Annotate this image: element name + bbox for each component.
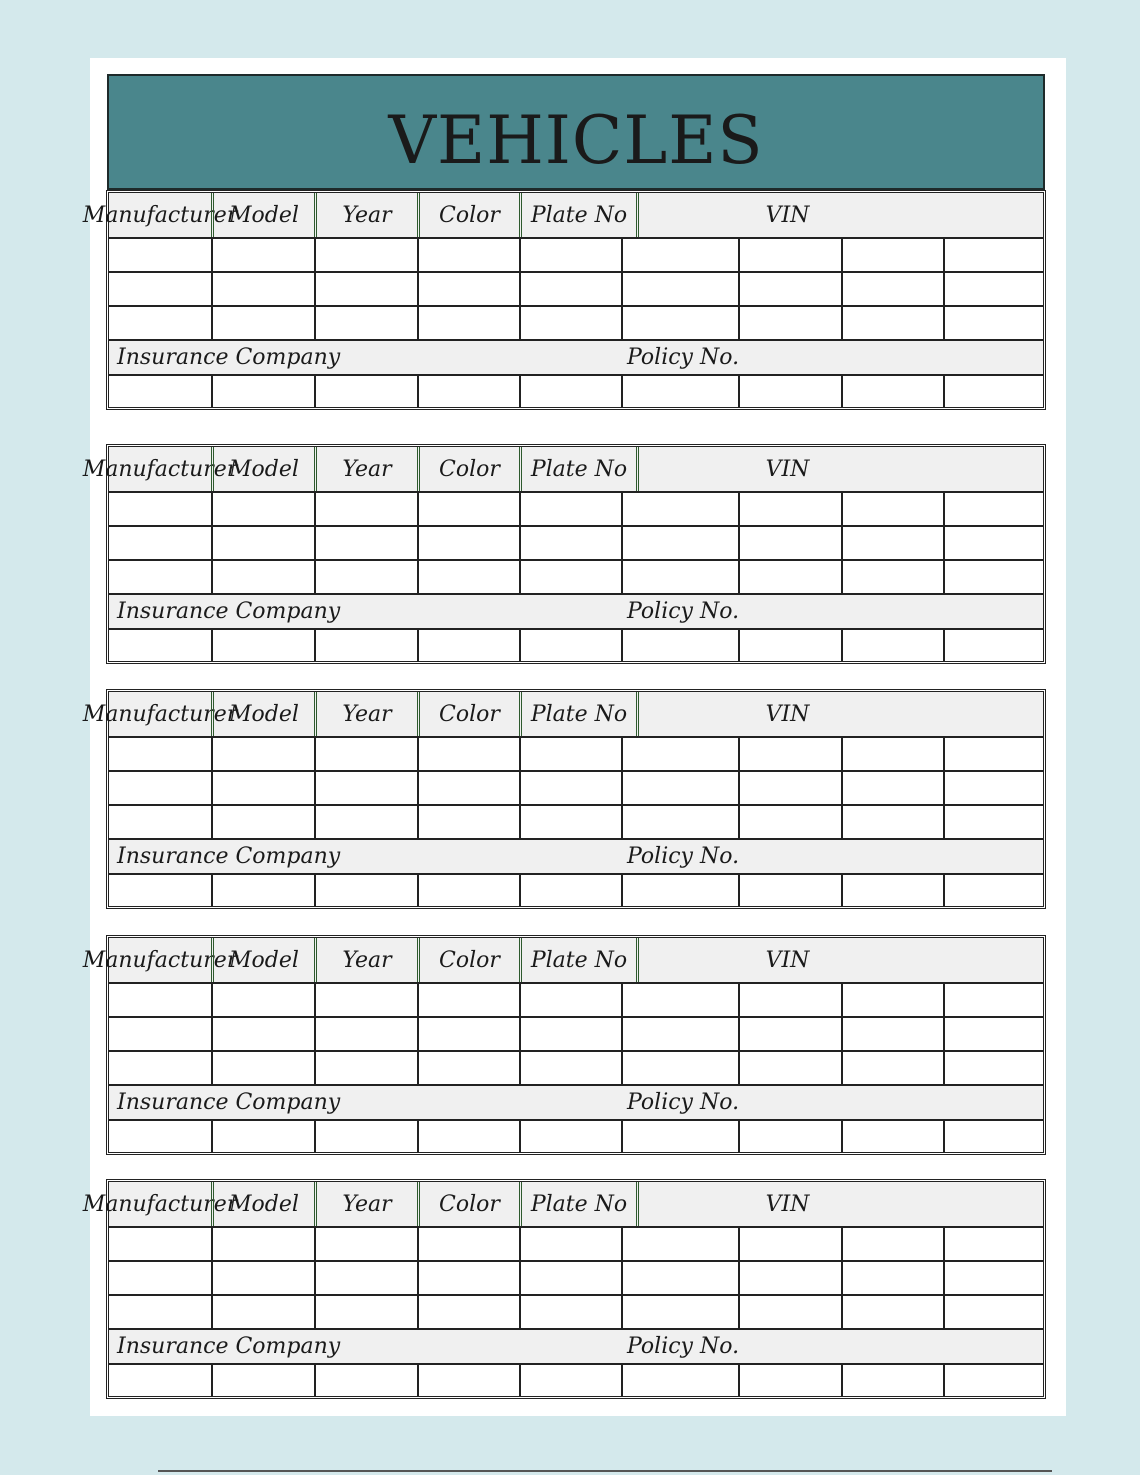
entry-cell[interactable]: [943, 772, 1043, 804]
insurance-entry-cell[interactable]: [738, 630, 841, 661]
insurance-entry-cell[interactable]: [109, 1365, 211, 1396]
entry-cell[interactable]: [841, 984, 943, 1016]
column-header-color: Color: [417, 938, 519, 982]
column-header-model: Model: [211, 938, 314, 982]
insurance-entry-cell[interactable]: [417, 1365, 519, 1396]
column-header-color: Color: [417, 1182, 519, 1226]
footer-note: [700, 1406, 1050, 1420]
insurance-entry-cell[interactable]: [314, 630, 417, 661]
vehicle-record-block: [82, 190, 1046, 410]
column-header-model: Model: [211, 193, 314, 237]
vehicle-header-row: [82, 447, 1043, 493]
entry-cell[interactable]: [109, 307, 211, 339]
entry-cell[interactable]: [519, 738, 621, 770]
policy-number-label: Policy No.: [627, 345, 740, 370]
entry-cell[interactable]: [417, 1018, 519, 1050]
entry-cell[interactable]: [211, 984, 314, 1016]
entry-cell[interactable]: [943, 493, 1043, 525]
entry-cell[interactable]: [943, 1052, 1043, 1084]
insurance-entry-cell[interactable]: [621, 1365, 738, 1396]
insurance-entry-cell[interactable]: [109, 1121, 211, 1152]
vehicle-entry-row: [109, 307, 1043, 341]
entry-cell[interactable]: [109, 1018, 211, 1050]
column-header-manufacturer: Manufacturer: [82, 1191, 238, 1217]
entry-cell[interactable]: [109, 239, 211, 271]
entry-cell[interactable]: [314, 307, 417, 339]
entry-cell[interactable]: [738, 239, 841, 271]
insurance-header-row: [109, 840, 1043, 875]
entry-cell[interactable]: [841, 1018, 943, 1050]
insurance-entry-cell[interactable]: [738, 1121, 841, 1152]
entry-cell[interactable]: [943, 239, 1043, 271]
entry-cell[interactable]: [943, 1228, 1043, 1260]
insurance-entry-cell[interactable]: [519, 376, 621, 407]
insurance-entry-cell[interactable]: [841, 1365, 943, 1396]
vehicle-entry-row: [109, 239, 1043, 273]
insurance-entry-cell[interactable]: [841, 630, 943, 661]
entry-cell[interactable]: [211, 493, 314, 525]
entry-cell[interactable]: [738, 772, 841, 804]
policy-number-label: Policy No.: [627, 599, 740, 624]
entry-cell[interactable]: [738, 307, 841, 339]
column-header-plate: Plate No: [519, 193, 636, 237]
insurance-entry-cell[interactable]: [211, 376, 314, 407]
entry-cell[interactable]: [519, 527, 621, 559]
entry-cell[interactable]: [943, 307, 1043, 339]
entry-cell[interactable]: [841, 273, 943, 305]
insurance-entry-cell[interactable]: [841, 1121, 943, 1152]
vehicle-record-block: [82, 689, 1046, 909]
vehicle-header-row: [82, 692, 1043, 738]
entry-cell[interactable]: [841, 307, 943, 339]
column-header-color: Color: [417, 692, 519, 736]
entry-cell[interactable]: [621, 772, 738, 804]
entry-cell[interactable]: [417, 1052, 519, 1084]
insurance-entry-cell[interactable]: [109, 630, 211, 661]
vehicle-header-row: [82, 938, 1043, 984]
entry-cell[interactable]: [943, 984, 1043, 1016]
column-header-plate: Plate No: [519, 692, 636, 736]
insurance-company-label: Insurance Company: [117, 345, 341, 370]
entry-cell[interactable]: [314, 1296, 417, 1328]
worksheet-page: [82, 58, 1066, 1416]
vehicle-entry-row: [109, 1018, 1043, 1052]
insurance-entry-cell[interactable]: [943, 1121, 1043, 1152]
entry-cell[interactable]: [621, 1262, 738, 1294]
entry-cell[interactable]: [519, 239, 621, 271]
insurance-entry-cell[interactable]: [738, 875, 841, 906]
entry-cell[interactable]: [109, 1296, 211, 1328]
entry-cell[interactable]: [211, 1052, 314, 1084]
entry-cell[interactable]: [738, 738, 841, 770]
entry-cell[interactable]: [841, 1228, 943, 1260]
vehicle-entry-row: [109, 1228, 1043, 1262]
entry-cell[interactable]: [211, 527, 314, 559]
entry-cell[interactable]: [621, 1018, 738, 1050]
entry-cell[interactable]: [211, 273, 314, 305]
entry-cell[interactable]: [841, 806, 943, 838]
entry-cell[interactable]: [211, 307, 314, 339]
insurance-entry-row: [109, 1365, 1043, 1396]
entry-cell[interactable]: [943, 806, 1043, 838]
entry-cell[interactable]: [109, 273, 211, 305]
column-header-plate: Plate No: [519, 1182, 636, 1226]
vehicle-entry-row: [109, 1296, 1043, 1330]
entry-cell[interactable]: [738, 1052, 841, 1084]
entry-cell[interactable]: [943, 561, 1043, 593]
insurance-entry-cell[interactable]: [417, 630, 519, 661]
entry-cell[interactable]: [109, 527, 211, 559]
entry-cell[interactable]: [314, 1262, 417, 1294]
column-header-year: Year: [314, 692, 417, 736]
column-header-year: Year: [314, 938, 417, 982]
insurance-entry-cell[interactable]: [943, 376, 1043, 407]
entry-cell[interactable]: [943, 1296, 1043, 1328]
entry-cell[interactable]: [211, 1296, 314, 1328]
column-header-plate: Plate No: [519, 447, 636, 491]
entry-cell[interactable]: [738, 1296, 841, 1328]
entry-cell[interactable]: [314, 984, 417, 1016]
entry-cell[interactable]: [738, 1228, 841, 1260]
entry-cell[interactable]: [314, 806, 417, 838]
vehicle-record-block: [82, 935, 1046, 1155]
entry-cell[interactable]: [109, 738, 211, 770]
entry-cell[interactable]: [211, 1018, 314, 1050]
column-header-year: Year: [314, 447, 417, 491]
entry-cell[interactable]: [519, 806, 621, 838]
entry-cell[interactable]: [841, 493, 943, 525]
entry-cell[interactable]: [738, 806, 841, 838]
entry-cell[interactable]: [417, 273, 519, 305]
insurance-entry-cell[interactable]: [417, 376, 519, 407]
entry-cell[interactable]: [417, 1228, 519, 1260]
entry-cell[interactable]: [211, 738, 314, 770]
entry-cell[interactable]: [621, 239, 738, 271]
entry-cell[interactable]: [841, 1296, 943, 1328]
entry-cell[interactable]: [738, 561, 841, 593]
column-header-model: Model: [211, 1182, 314, 1226]
entry-cell[interactable]: [841, 772, 943, 804]
entry-cell[interactable]: [841, 239, 943, 271]
insurance-entry-cell[interactable]: [417, 875, 519, 906]
entry-cell[interactable]: [109, 1052, 211, 1084]
insurance-entry-cell[interactable]: [738, 376, 841, 407]
column-header-vin: VIN: [636, 692, 936, 736]
entry-cell[interactable]: [841, 1262, 943, 1294]
entry-cell[interactable]: [519, 1228, 621, 1260]
entry-cell[interactable]: [314, 561, 417, 593]
entry-cell[interactable]: [314, 738, 417, 770]
entry-cell[interactable]: [943, 527, 1043, 559]
entry-cell[interactable]: [314, 527, 417, 559]
entry-cell[interactable]: [314, 273, 417, 305]
insurance-entry-cell[interactable]: [211, 630, 314, 661]
vehicle-entry-row: [109, 806, 1043, 840]
policy-number-label: Policy No.: [627, 1090, 740, 1115]
entry-cell[interactable]: [621, 493, 738, 525]
vehicle-entry-row: [109, 561, 1043, 595]
entry-cell[interactable]: [621, 273, 738, 305]
entry-cell[interactable]: [109, 1262, 211, 1294]
insurance-entry-cell[interactable]: [621, 630, 738, 661]
entry-cell[interactable]: [519, 1018, 621, 1050]
insurance-entry-row: [109, 875, 1043, 906]
entry-cell[interactable]: [211, 561, 314, 593]
column-header-vin: VIN: [636, 193, 936, 237]
insurance-entry-cell[interactable]: [519, 630, 621, 661]
column-header-color: Color: [417, 193, 519, 237]
column-header-vin: VIN: [636, 447, 936, 491]
insurance-entry-cell[interactable]: [211, 875, 314, 906]
insurance-entry-cell[interactable]: [841, 376, 943, 407]
vehicle-entry-row: [109, 984, 1043, 1018]
column-header-vin: VIN: [636, 1182, 936, 1226]
entry-cell[interactable]: [109, 1228, 211, 1260]
entry-cell[interactable]: [417, 493, 519, 525]
entry-cell[interactable]: [314, 239, 417, 271]
insurance-entry-cell[interactable]: [314, 1365, 417, 1396]
insurance-entry-cell[interactable]: [211, 1365, 314, 1396]
entry-cell[interactable]: [621, 527, 738, 559]
entry-cell[interactable]: [417, 527, 519, 559]
vehicle-entry-row: [109, 738, 1043, 772]
column-header-manufacturer: Manufacturer: [82, 947, 238, 973]
entry-cell[interactable]: [417, 738, 519, 770]
entry-cell[interactable]: [621, 561, 738, 593]
insurance-entry-cell[interactable]: [109, 875, 211, 906]
entry-cell[interactable]: [738, 527, 841, 559]
insurance-header-row: [109, 595, 1043, 630]
insurance-entry-cell[interactable]: [109, 376, 211, 407]
column-header-model: Model: [211, 447, 314, 491]
insurance-entry-cell[interactable]: [314, 875, 417, 906]
entry-cell[interactable]: [211, 806, 314, 838]
entry-cell[interactable]: [738, 493, 841, 525]
entry-cell[interactable]: [519, 493, 621, 525]
entry-cell[interactable]: [943, 273, 1043, 305]
column-header-year: Year: [314, 193, 417, 237]
vehicle-record-block: [82, 444, 1046, 664]
entry-cell[interactable]: [417, 1262, 519, 1294]
entry-cell[interactable]: [314, 772, 417, 804]
insurance-entry-cell[interactable]: [841, 875, 943, 906]
entry-cell[interactable]: [314, 493, 417, 525]
entry-cell[interactable]: [841, 738, 943, 770]
insurance-entry-cell[interactable]: [519, 1365, 621, 1396]
entry-cell[interactable]: [109, 984, 211, 1016]
insurance-header-row: [109, 341, 1043, 376]
entry-cell[interactable]: [417, 239, 519, 271]
insurance-company-label: Insurance Company: [117, 844, 341, 869]
insurance-entry-cell[interactable]: [621, 875, 738, 906]
entry-cell[interactable]: [417, 772, 519, 804]
entry-cell[interactable]: [943, 1262, 1043, 1294]
insurance-entry-cell[interactable]: [621, 1121, 738, 1152]
entry-cell[interactable]: [841, 527, 943, 559]
column-header-year: Year: [314, 1182, 417, 1226]
page-title: VEHICLES: [388, 102, 764, 179]
vehicle-entry-row: [109, 527, 1043, 561]
insurance-company-label: Insurance Company: [117, 1090, 341, 1115]
insurance-header-row: [109, 1086, 1043, 1121]
insurance-entry-cell[interactable]: [943, 875, 1043, 906]
entry-cell[interactable]: [109, 772, 211, 804]
entry-cell[interactable]: [519, 772, 621, 804]
entry-cell[interactable]: [621, 307, 738, 339]
column-header-manufacturer: Manufacturer: [82, 202, 238, 228]
insurance-entry-cell[interactable]: [738, 1365, 841, 1396]
entry-cell[interactable]: [738, 1262, 841, 1294]
entry-cell[interactable]: [109, 561, 211, 593]
entry-cell[interactable]: [314, 1018, 417, 1050]
entry-cell[interactable]: [417, 984, 519, 1016]
entry-cell[interactable]: [211, 239, 314, 271]
entry-cell[interactable]: [841, 1052, 943, 1084]
entry-cell[interactable]: [109, 493, 211, 525]
entry-cell[interactable]: [943, 738, 1043, 770]
insurance-entry-cell[interactable]: [621, 376, 738, 407]
insurance-entry-row: [109, 1121, 1043, 1152]
insurance-entry-cell[interactable]: [417, 1121, 519, 1152]
entry-cell[interactable]: [621, 984, 738, 1016]
entry-cell[interactable]: [211, 1228, 314, 1260]
vehicle-entry-row: [109, 273, 1043, 307]
column-header-model: Model: [211, 692, 314, 736]
insurance-company-label: Insurance Company: [117, 599, 341, 624]
insurance-company-label: Insurance Company: [117, 1334, 341, 1359]
insurance-entry-cell[interactable]: [943, 630, 1043, 661]
entry-cell[interactable]: [621, 1228, 738, 1260]
column-header-manufacturer: Manufacturer: [82, 701, 238, 727]
title-banner: [107, 74, 1045, 190]
entry-cell[interactable]: [109, 806, 211, 838]
vehicle-entry-row: [109, 1262, 1043, 1296]
column-header-plate: Plate No: [519, 938, 636, 982]
entry-cell[interactable]: [211, 1262, 314, 1294]
insurance-entry-cell[interactable]: [314, 376, 417, 407]
entry-cell[interactable]: [417, 806, 519, 838]
column-header-vin: VIN: [636, 938, 936, 982]
entry-cell[interactable]: [738, 1018, 841, 1050]
vehicle-entry-row: [109, 493, 1043, 527]
entry-cell[interactable]: [314, 1052, 417, 1084]
vehicle-record-block: [82, 1179, 1046, 1399]
entry-cell[interactable]: [841, 561, 943, 593]
vehicle-entry-row: [109, 1052, 1043, 1086]
entry-cell[interactable]: [417, 1296, 519, 1328]
entry-cell[interactable]: [943, 1018, 1043, 1050]
column-header-color: Color: [417, 447, 519, 491]
policy-number-label: Policy No.: [627, 844, 740, 869]
entry-cell[interactable]: [519, 1052, 621, 1084]
insurance-entry-cell[interactable]: [943, 1365, 1043, 1396]
vehicle-header-row: [82, 1182, 1043, 1228]
entry-cell[interactable]: [621, 806, 738, 838]
entry-cell[interactable]: [621, 1052, 738, 1084]
entry-cell[interactable]: [621, 738, 738, 770]
insurance-entry-row: [109, 630, 1043, 661]
insurance-entry-row: [109, 376, 1043, 407]
column-header-manufacturer: Manufacturer: [82, 456, 238, 482]
entry-cell[interactable]: [417, 561, 519, 593]
entry-cell[interactable]: [519, 1296, 621, 1328]
vehicle-header-row: [82, 193, 1043, 239]
insurance-entry-cell[interactable]: [519, 875, 621, 906]
entry-cell[interactable]: [519, 273, 621, 305]
entry-cell[interactable]: [519, 307, 621, 339]
entry-cell[interactable]: [417, 307, 519, 339]
entry-cell[interactable]: [738, 984, 841, 1016]
insurance-entry-cell[interactable]: [211, 1121, 314, 1152]
entry-cell[interactable]: [519, 1262, 621, 1294]
insurance-header-row: [109, 1330, 1043, 1365]
entry-cell[interactable]: [211, 772, 314, 804]
entry-cell[interactable]: [621, 1296, 738, 1328]
insurance-entry-cell[interactable]: [519, 1121, 621, 1152]
policy-number-label: Policy No.: [627, 1334, 740, 1359]
vehicle-entry-row: [109, 772, 1043, 806]
entry-cell[interactable]: [519, 984, 621, 1016]
entry-cell[interactable]: [519, 561, 621, 593]
bottom-edge-line: [158, 1470, 1052, 1472]
entry-cell[interactable]: [738, 273, 841, 305]
insurance-entry-cell[interactable]: [314, 1121, 417, 1152]
entry-cell[interactable]: [314, 1228, 417, 1260]
